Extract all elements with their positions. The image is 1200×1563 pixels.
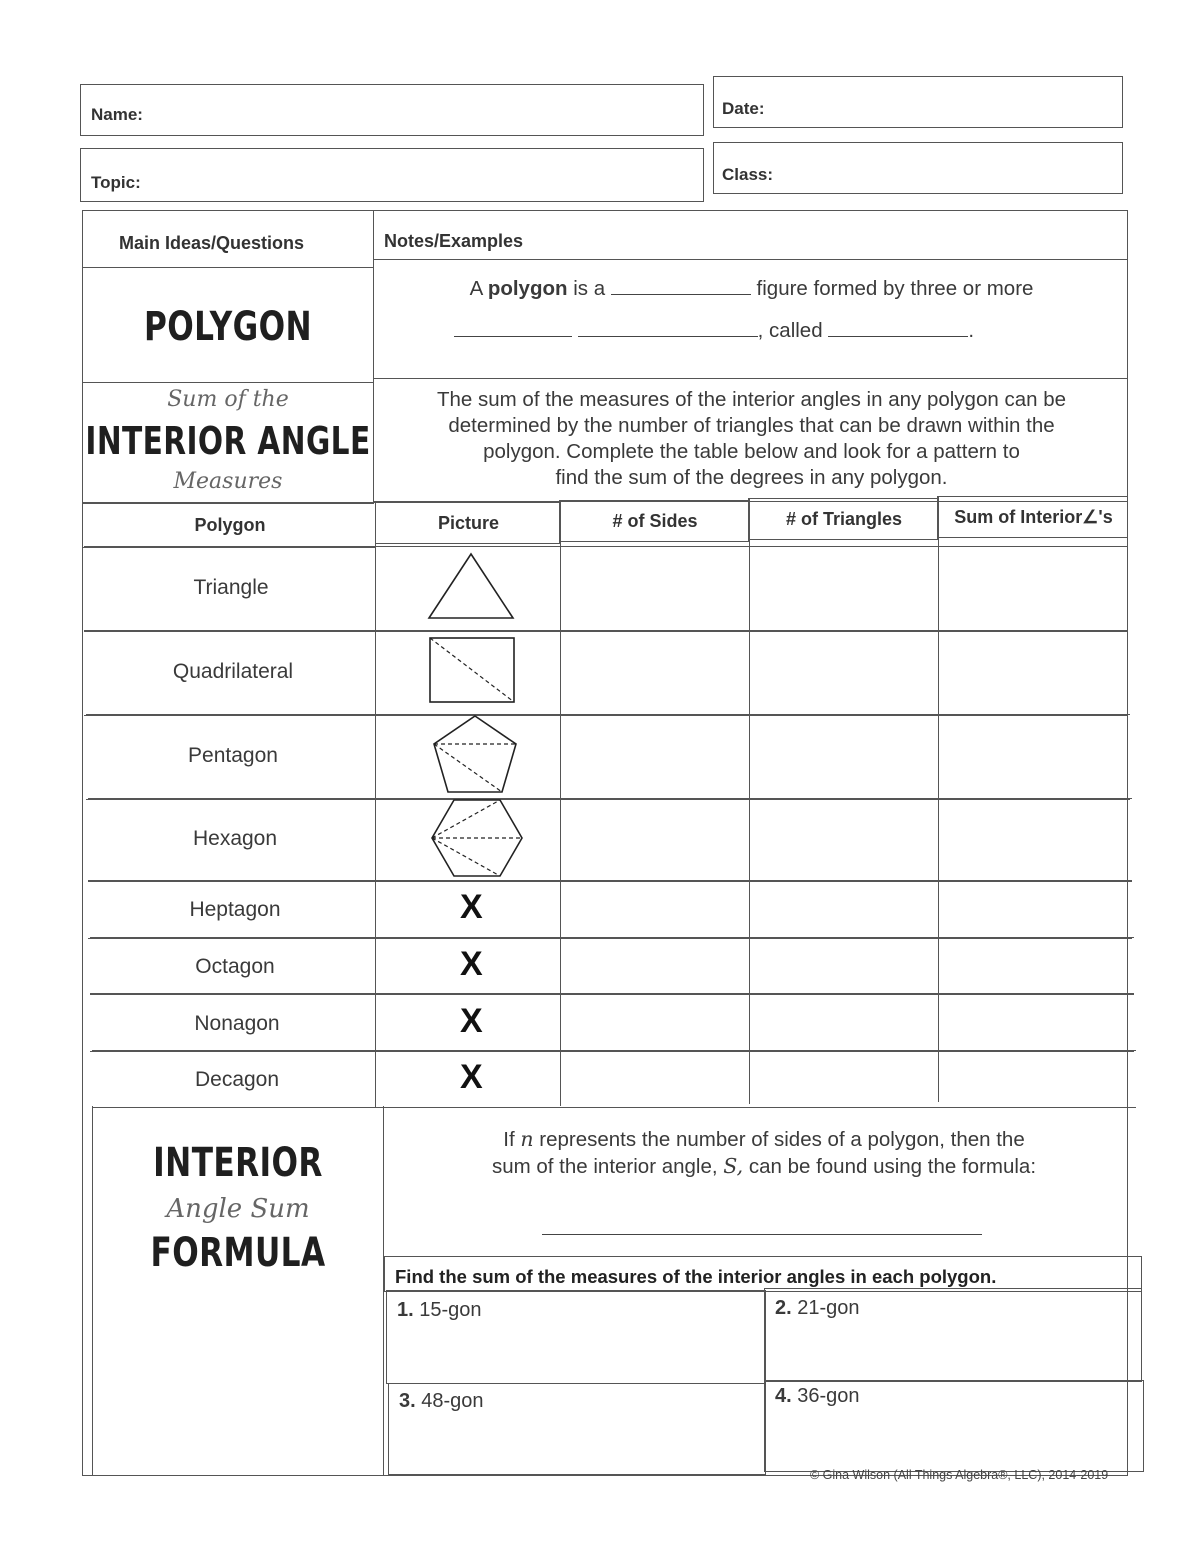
topic-label: Topic:: [91, 173, 141, 192]
formula-title: FORMULA: [150, 1230, 326, 1276]
problem-1: 1. 15-gon: [397, 1299, 482, 1321]
col-divider-2: [560, 500, 561, 1106]
formula-line-1: If n represents the number of sides of a polygon, then the: [503, 1127, 1025, 1151]
blank-2[interactable]: [454, 318, 572, 337]
polygon-topic-cell: [82, 267, 374, 383]
quadrilateral-icon: [426, 634, 518, 706]
x-mark-nonagon: X: [460, 1002, 483, 1040]
topic-field[interactable]: [80, 148, 704, 202]
triangle-icon: [425, 550, 517, 624]
formula-answer-blank[interactable]: [542, 1234, 982, 1235]
name-label: Name:: [91, 105, 143, 124]
col-divider-3: [749, 498, 750, 1104]
x-mark-octagon: X: [460, 945, 483, 983]
interior-paragraph: [374, 387, 1129, 491]
copyright: © Gina Wilson (All Things Algebra®, LLC), 2014-2019: [810, 1468, 1109, 1482]
measures-script: Measures: [173, 469, 283, 494]
instructions-text: Find the sum of the measures of the interior angles in each polygon.: [395, 1266, 997, 1287]
instructions-row: [384, 1256, 1142, 1292]
polygon-term: polygon: [487, 277, 568, 300]
notes-label: Notes/Examples: [384, 231, 524, 251]
problem-2: 2. 21-gon: [775, 1297, 860, 1319]
col-divider-4: [938, 496, 939, 1102]
row-name-heptagon: Heptagon: [189, 898, 281, 921]
date-field[interactable]: [713, 76, 1123, 128]
polygon-title: POLYGON: [144, 304, 312, 350]
main-ideas-header: [82, 210, 374, 268]
problem-4: 4. 36-gon: [775, 1385, 860, 1407]
blank-4[interactable]: [828, 318, 968, 337]
problem-cell-4[interactable]: [764, 1380, 1144, 1472]
x-mark-decagon: X: [460, 1058, 483, 1096]
angle-sum-script: Angle Sum: [166, 1194, 310, 1224]
pentagon-icon: [430, 712, 520, 796]
col-divider-1: [375, 502, 376, 1108]
row-name-decagon: Decagon: [194, 1068, 280, 1091]
formula-topic-cell: [92, 1106, 384, 1476]
paragraph-line-4: find the sum of the degrees in any polygon.: [555, 466, 948, 489]
class-field[interactable]: [713, 142, 1123, 194]
col-triangles-header: # of Triangles: [748, 498, 938, 540]
blank-3[interactable]: [578, 318, 758, 337]
col-sum-header: Sum of Interior∠'s: [937, 496, 1128, 538]
row-name-pentagon: Pentagon: [188, 744, 278, 767]
interior-topic-cell: [82, 382, 374, 504]
paragraph-line-3: polygon. Complete the table below and look for a pattern to: [483, 440, 1020, 463]
row-name-octagon: Octagon: [195, 955, 275, 978]
row-name-hexagon: Hexagon: [192, 827, 278, 850]
notes-header: [373, 210, 1128, 260]
problem-cell-3[interactable]: [388, 1383, 766, 1475]
paragraph-line-2: determined by the number of triangles that can be drawn within the: [448, 414, 1055, 437]
problem-3: 3. 48-gon: [399, 1390, 484, 1412]
row-name-triangle: Triangle: [193, 576, 269, 599]
col-sides-header: # of Sides: [559, 500, 749, 542]
problem-cell-2[interactable]: [764, 1288, 1142, 1382]
polygon-notes-cell: [373, 259, 1128, 379]
blank-1[interactable]: [611, 276, 751, 295]
paragraph-line-1: The sum of the measures of the interior angles in any polygon can be: [436, 388, 1067, 411]
interior-notes-cell: [373, 378, 1128, 502]
col-polygon-header: Polygon: [82, 502, 376, 548]
problem-cell-1[interactable]: [386, 1290, 766, 1384]
col-picture-header: Picture: [375, 502, 560, 544]
class-label: Class:: [722, 165, 774, 184]
hexagon-icon: [428, 796, 526, 880]
formula-line-2: sum of the interior angle, S, can be found using the formula:: [491, 1154, 1037, 1178]
row-name-quadrilateral: Quadrilateral: [172, 660, 294, 683]
x-mark-heptagon: X: [460, 888, 483, 926]
polygon-definition-line1: A polygon is a figure formed by three or more: [469, 277, 1034, 300]
interior-title: INTERIOR: [153, 1140, 323, 1186]
interior-angle-title: INTERIOR ANGLE: [85, 419, 371, 463]
formula-text: [384, 1126, 1144, 1180]
main-ideas-label: Main Ideas/Questions: [119, 233, 305, 253]
row-name-nonagon: Nonagon: [194, 1012, 280, 1035]
sum-of-the-script: Sum of the: [167, 387, 289, 412]
polygon-definition-line2: , called .: [374, 318, 1054, 344]
name-field[interactable]: [80, 84, 704, 136]
date-label: Date:: [722, 99, 765, 118]
